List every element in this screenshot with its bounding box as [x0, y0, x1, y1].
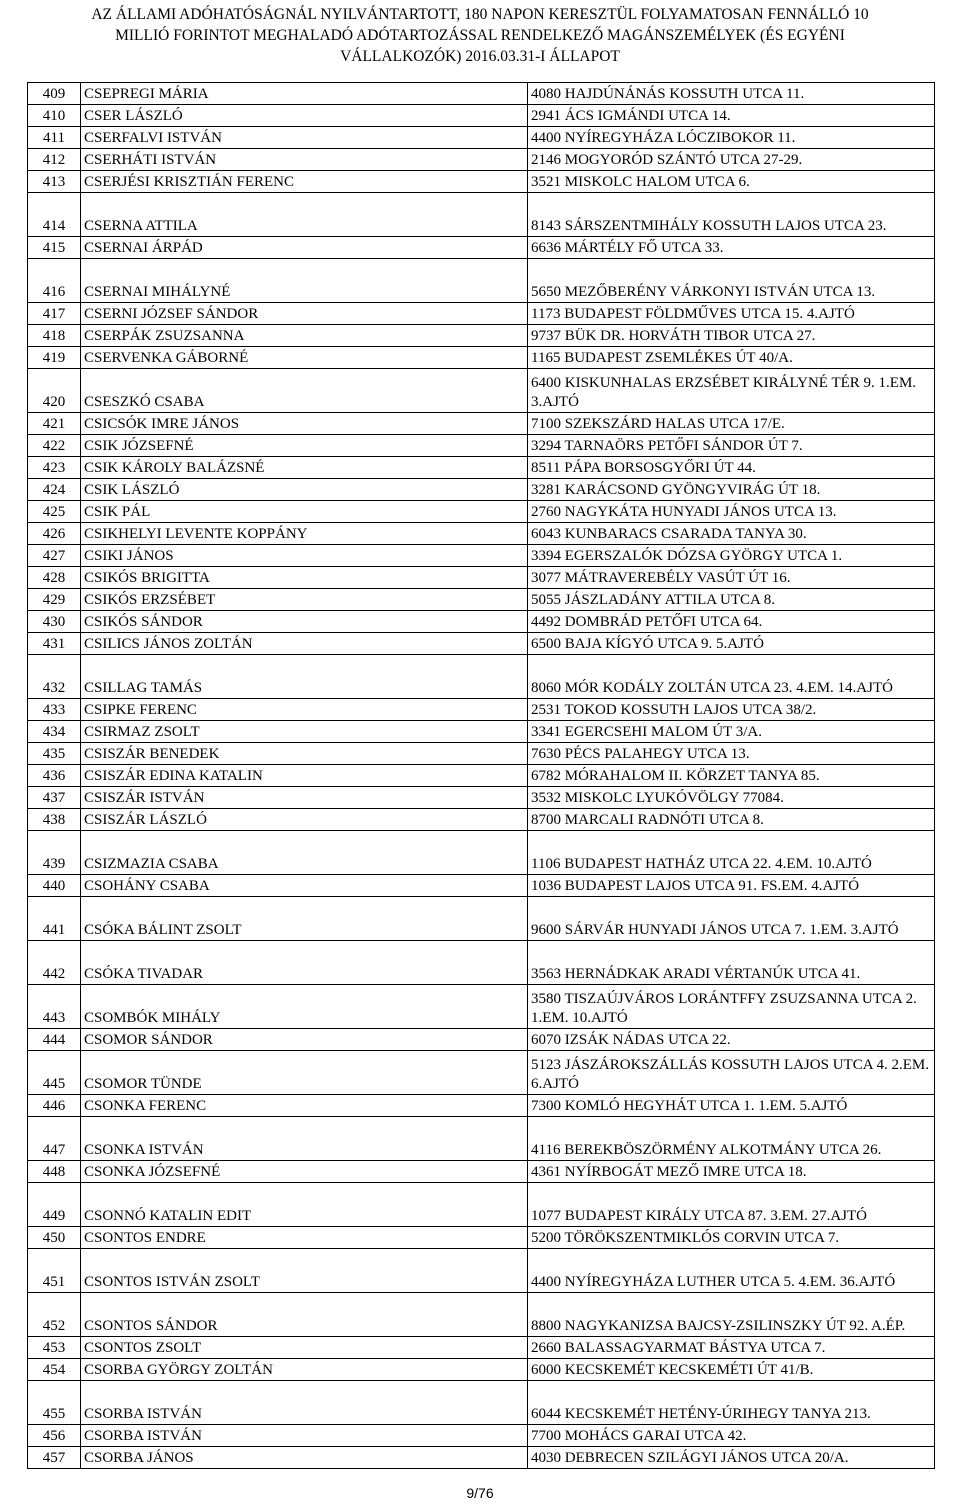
taxpayer-address: 5055 JÁSZLADÁNY ATTILA UTCA 8. — [528, 589, 935, 611]
taxpayer-name: CSONNÓ KATALIN EDIT — [81, 1183, 528, 1227]
taxpayer-name: CSONKA ISTVÁN — [81, 1117, 528, 1161]
table-row — [28, 171, 935, 193]
table-row — [28, 941, 935, 985]
row-number: 409 — [28, 83, 81, 105]
taxpayer-name: CSERPÁK ZSUZSANNA — [81, 325, 528, 347]
row-number: 415 — [28, 237, 81, 259]
row-number: 420 — [28, 369, 81, 413]
table-row — [28, 457, 935, 479]
taxpayer-name: CSISZÁR BENEDEK — [81, 743, 528, 765]
taxpayer-address: 9600 SÁRVÁR HUNYADI JÁNOS UTCA 7. 1.EM. 3.AJTÓ — [528, 897, 935, 941]
row-number: 446 — [28, 1095, 81, 1117]
taxpayer-name: CSIKÓS BRIGITTA — [81, 567, 528, 589]
table-row — [28, 721, 935, 743]
taxpayer-address: 8800 NAGYKANIZSA BAJCSY-ZSILINSZKY ÚT 92. A.ÉP. — [528, 1293, 935, 1337]
row-number: 428 — [28, 567, 81, 589]
taxpayer-address: 4361 NYÍRBOGÁT MEZŐ IMRE UTCA 18. — [528, 1161, 935, 1183]
taxpayer-address: 1077 BUDAPEST KIRÁLY UTCA 87. 3.EM. 27.AJTÓ — [528, 1183, 935, 1227]
taxpayer-name: CSIRMAZ ZSOLT — [81, 721, 528, 743]
taxpayer-address: 2660 BALASSAGYARMAT BÁSTYA UTCA 7. — [528, 1337, 935, 1359]
table-row — [28, 545, 935, 567]
table-row — [28, 1117, 935, 1161]
taxpayer-name: CSORBA GYÖRGY ZOLTÁN — [81, 1359, 528, 1381]
taxpayer-address: 4400 NYÍREGYHÁZA LÓCZIBOKOR 11. — [528, 127, 935, 149]
taxpayer-name: CSIK KÁROLY BALÁZSNÉ — [81, 457, 528, 479]
table-row — [28, 369, 935, 413]
row-number: 437 — [28, 787, 81, 809]
row-number: 436 — [28, 765, 81, 787]
taxpayer-name: CSERNA ATTILA — [81, 193, 528, 237]
taxpayer-name: CSIKHELYI LEVENTE KOPPÁNY — [81, 523, 528, 545]
taxpayer-name: CSILLAG TAMÁS — [81, 655, 528, 699]
taxpayer-address: 6044 KECSKEMÉT HETÉNY-ÚRIHEGY TANYA 213. — [528, 1381, 935, 1425]
row-number: 427 — [28, 545, 81, 567]
table-row — [28, 435, 935, 457]
row-number: 443 — [28, 985, 81, 1029]
taxpayer-name: CSÓKA TIVADAR — [81, 941, 528, 985]
row-number: 424 — [28, 479, 81, 501]
taxpayer-address: 6636 MÁRTÉLY FŐ UTCA 33. — [528, 237, 935, 259]
table-row — [28, 567, 935, 589]
row-number: 457 — [28, 1447, 81, 1469]
taxpayer-name: CSIKI JÁNOS — [81, 545, 528, 567]
row-number: 435 — [28, 743, 81, 765]
table-row — [28, 1249, 935, 1293]
taxpayer-name: CSISZÁR EDINA KATALIN — [81, 765, 528, 787]
taxpayer-name: CSIPKE FERENC — [81, 699, 528, 721]
row-number: 445 — [28, 1051, 81, 1095]
taxpayer-address: 6043 KUNBARACS CSARADA TANYA 30. — [528, 523, 935, 545]
taxpayer-name: CSICSÓK IMRE JÁNOS — [81, 413, 528, 435]
table-row — [28, 1227, 935, 1249]
table-row — [28, 765, 935, 787]
taxpayer-name: CSESZKÓ CSABA — [81, 369, 528, 413]
taxpayer-name: CSONKA FERENC — [81, 1095, 528, 1117]
table-row — [28, 303, 935, 325]
taxpayer-name: CSILICS JÁNOS ZOLTÁN — [81, 633, 528, 655]
taxpayer-name: CSIKÓS ERZSÉBET — [81, 589, 528, 611]
row-number: 413 — [28, 171, 81, 193]
row-number: 453 — [28, 1337, 81, 1359]
table-row — [28, 1293, 935, 1337]
table-row — [28, 1029, 935, 1051]
taxpayer-name: CSERNAI MIHÁLYNÉ — [81, 259, 528, 303]
row-number: 447 — [28, 1117, 81, 1161]
row-number: 441 — [28, 897, 81, 941]
table-row — [28, 1337, 935, 1359]
taxpayer-name: CSERNAI ÁRPÁD — [81, 237, 528, 259]
taxpayer-table — [27, 82, 935, 1469]
row-number: 430 — [28, 611, 81, 633]
header-line-1: AZ ÁLLAMI ADÓHATÓSÁGNÁL NYILVÁNTARTOTT, 180 NAPON KERESZTÜL FOLYAMATOSAN FENNÁLLÓ 10 — [91, 6, 869, 23]
taxpayer-address: 5200 TÖRÖKSZENTMIKLÓS CORVIN UTCA 7. — [528, 1227, 935, 1249]
taxpayer-address: 9737 BÜK DR. HORVÁTH TIBOR UTCA 27. — [528, 325, 935, 347]
taxpayer-address: 6782 MÓRAHALOM II. KÖRZET TANYA 85. — [528, 765, 935, 787]
row-number: 423 — [28, 457, 81, 479]
taxpayer-address: 1106 BUDAPEST HATHÁZ UTCA 22. 4.EM. 10.AJTÓ — [528, 831, 935, 875]
taxpayer-address: 3563 HERNÁDKAK ARADI VÉRTANÚK UTCA 41. — [528, 941, 935, 985]
table-row — [28, 875, 935, 897]
table-row — [28, 1051, 935, 1095]
taxpayer-address: 3077 MÁTRAVEREBÉLY VASÚT ÚT 16. — [528, 567, 935, 589]
row-number: 432 — [28, 655, 81, 699]
taxpayer-address: 2941 ÁCS IGMÁNDI UTCA 14. — [528, 105, 935, 127]
taxpayer-address: 8511 PÁPA BORSOSGYŐRI ÚT 44. — [528, 457, 935, 479]
taxpayer-name: CSIZMAZIA CSABA — [81, 831, 528, 875]
row-number: 454 — [28, 1359, 81, 1381]
row-number: 444 — [28, 1029, 81, 1051]
taxpayer-address: 7300 KOMLÓ HEGYHÁT UTCA 1. 1.EM. 5.AJTÓ — [528, 1095, 935, 1117]
taxpayer-address: 3521 MISKOLC HALOM UTCA 6. — [528, 171, 935, 193]
row-number: 452 — [28, 1293, 81, 1337]
taxpayer-address: 3532 MISKOLC LYUKÓVÖLGY 77084. — [528, 787, 935, 809]
taxpayer-address: 6500 BAJA KÍGYÓ UTCA 9. 5.AJTÓ — [528, 633, 935, 655]
table-row — [28, 1425, 935, 1447]
taxpayer-name: CSONTOS ISTVÁN ZSOLT — [81, 1249, 528, 1293]
taxpayer-address: 3341 EGERCSEHI MALOM ÚT 3/A. — [528, 721, 935, 743]
row-number: 448 — [28, 1161, 81, 1183]
taxpayer-name: CSERJÉSI KRISZTIÁN FERENC — [81, 171, 528, 193]
header-line-2: MILLIÓ FORINTOT MEGHALADÓ ADÓTARTOZÁSSAL RENDELKEZŐ MAGÁNSZEMÉLYEK (ÉS EGYÉNI — [115, 27, 845, 44]
page-number: 9/76 — [466, 1485, 494, 1501]
taxpayer-name: CSISZÁR ISTVÁN — [81, 787, 528, 809]
taxpayer-name: CSERFALVI ISTVÁN — [81, 127, 528, 149]
table-row — [28, 831, 935, 875]
taxpayer-address: 7100 SZEKSZÁRD HALAS UTCA 17/E. — [528, 413, 935, 435]
table-row — [28, 83, 935, 105]
row-number: 450 — [28, 1227, 81, 1249]
table-row — [28, 325, 935, 347]
taxpayer-address: 3294 TARNAÖRS PETŐFI SÁNDOR ÚT 7. — [528, 435, 935, 457]
taxpayer-name: CSIKÓS SÁNDOR — [81, 611, 528, 633]
taxpayer-address: 3394 EGERSZALÓK DÓZSA GYÖRGY UTCA 1. — [528, 545, 935, 567]
table-row — [28, 743, 935, 765]
taxpayer-address: 5123 JÁSZÁROKSZÁLLÁS KOSSUTH LAJOS UTCA 4. 2.EM. 6.AJTÓ — [528, 1051, 935, 1095]
row-number: 414 — [28, 193, 81, 237]
taxpayer-address: 4030 DEBRECEN SZILÁGYI JÁNOS UTCA 20/A. — [528, 1447, 935, 1469]
table-row — [28, 1183, 935, 1227]
table-row — [28, 149, 935, 171]
row-number: 426 — [28, 523, 81, 545]
taxpayer-address: 4116 BEREKBÖSZÖRMÉNY ALKOTMÁNY UTCA 26. — [528, 1117, 935, 1161]
row-number: 412 — [28, 149, 81, 171]
taxpayer-name: CSERNI JÓZSEF SÁNDOR — [81, 303, 528, 325]
taxpayer-address: 6400 KISKUNHALAS ERZSÉBET KIRÁLYNÉ TÉR 9. 1.EM. 3.AJTÓ — [528, 369, 935, 413]
table-row — [28, 413, 935, 435]
taxpayer-name: CSÓKA BÁLINT ZSOLT — [81, 897, 528, 941]
row-number: 456 — [28, 1425, 81, 1447]
taxpayer-name: CSOMBÓK MIHÁLY — [81, 985, 528, 1029]
row-number: 431 — [28, 633, 81, 655]
row-number: 434 — [28, 721, 81, 743]
taxpayer-address: 2531 TOKOD KOSSUTH LAJOS UTCA 38/2. — [528, 699, 935, 721]
taxpayer-address: 1165 BUDAPEST ZSEMLÉKES ÚT 40/A. — [528, 347, 935, 369]
taxpayer-name: CSORBA JÁNOS — [81, 1447, 528, 1469]
taxpayer-table-body — [28, 83, 935, 1469]
row-number: 425 — [28, 501, 81, 523]
row-number: 419 — [28, 347, 81, 369]
taxpayer-name: CSIK LÁSZLÓ — [81, 479, 528, 501]
taxpayer-address: 8143 SÁRSZENTMIHÁLY KOSSUTH LAJOS UTCA 23. — [528, 193, 935, 237]
taxpayer-name: CSORBA ISTVÁN — [81, 1381, 528, 1425]
table-row — [28, 985, 935, 1029]
taxpayer-name: CSONTOS ZSOLT — [81, 1337, 528, 1359]
table-row — [28, 787, 935, 809]
taxpayer-address: 3580 TISZAÚJVÁROS LORÁNTFFY ZSUZSANNA UTCA 2. 1.EM. 10.AJTÓ — [528, 985, 935, 1029]
row-number: 455 — [28, 1381, 81, 1425]
table-row — [28, 347, 935, 369]
row-number: 417 — [28, 303, 81, 325]
table-row — [28, 897, 935, 941]
table-row — [28, 193, 935, 237]
taxpayer-address: 7700 MOHÁCS GARAI UTCA 42. — [528, 1425, 935, 1447]
table-row — [28, 611, 935, 633]
table-row — [28, 105, 935, 127]
taxpayer-address: 4400 NYÍREGYHÁZA LUTHER UTCA 5. 4.EM. 36.AJTÓ — [528, 1249, 935, 1293]
row-number: 422 — [28, 435, 81, 457]
taxpayer-address: 2760 NAGYKÁTA HUNYADI JÁNOS UTCA 13. — [528, 501, 935, 523]
row-number: 451 — [28, 1249, 81, 1293]
taxpayer-name: CSONTOS SÁNDOR — [81, 1293, 528, 1337]
table-row — [28, 589, 935, 611]
table-row — [28, 809, 935, 831]
taxpayer-address: 7630 PÉCS PALAHEGY UTCA 13. — [528, 743, 935, 765]
table-row — [28, 479, 935, 501]
header-line-3: VÁLLALKOZÓK) 2016.03.31-I ÁLLAPOT — [340, 48, 620, 65]
taxpayer-name: CSONTOS ENDRE — [81, 1227, 528, 1249]
taxpayer-name: CSORBA ISTVÁN — [81, 1425, 528, 1447]
taxpayer-address: 8060 MÓR KODÁLY ZOLTÁN UTCA 23. 4.EM. 14.AJTÓ — [528, 655, 935, 699]
row-number: 416 — [28, 259, 81, 303]
taxpayer-address: 5650 MEZŐBERÉNY VÁRKONYI ISTVÁN UTCA 13. — [528, 259, 935, 303]
row-number: 421 — [28, 413, 81, 435]
table-row — [28, 501, 935, 523]
row-number: 429 — [28, 589, 81, 611]
table-row — [28, 127, 935, 149]
row-number: 418 — [28, 325, 81, 347]
taxpayer-address: 2146 MOGYORÓD SZÁNTÓ UTCA 27-29. — [528, 149, 935, 171]
taxpayer-address: 4080 HAJDÚNÁNÁS KOSSUTH UTCA 11. — [528, 83, 935, 105]
taxpayer-name: CSERVENKA GÁBORNÉ — [81, 347, 528, 369]
taxpayer-name: CSOHÁNY CSABA — [81, 875, 528, 897]
table-row — [28, 1095, 935, 1117]
document-header — [0, 4, 960, 67]
table-row — [28, 1359, 935, 1381]
table-row — [28, 237, 935, 259]
row-number: 442 — [28, 941, 81, 985]
row-number: 438 — [28, 809, 81, 831]
table-row — [28, 633, 935, 655]
taxpayer-name: CSER LÁSZLÓ — [81, 105, 528, 127]
row-number: 410 — [28, 105, 81, 127]
taxpayer-name: CSERHÁTI ISTVÁN — [81, 149, 528, 171]
row-number: 433 — [28, 699, 81, 721]
table-row — [28, 1161, 935, 1183]
table-row — [28, 699, 935, 721]
taxpayer-name: CSIK PÁL — [81, 501, 528, 523]
taxpayer-address: 1173 BUDAPEST FÖLDMŰVES UTCA 15. 4.AJTÓ — [528, 303, 935, 325]
taxpayer-address: 4492 DOMBRÁD PETŐFI UTCA 64. — [528, 611, 935, 633]
taxpayer-address: 1036 BUDAPEST LAJOS UTCA 91. FS.EM. 4.AJTÓ — [528, 875, 935, 897]
taxpayer-name: CSEPREGI MÁRIA — [81, 83, 528, 105]
row-number: 439 — [28, 831, 81, 875]
table-row — [28, 523, 935, 545]
taxpayer-address: 8700 MARCALI RADNÓTI UTCA 8. — [528, 809, 935, 831]
taxpayer-address: 6000 KECSKEMÉT KECSKEMÉTI ÚT 41/B. — [528, 1359, 935, 1381]
taxpayer-address: 6070 IZSÁK NÁDAS UTCA 22. — [528, 1029, 935, 1051]
table-row — [28, 1381, 935, 1425]
taxpayer-address: 3281 KARÁCSOND GYÖNGYVIRÁG ÚT 18. — [528, 479, 935, 501]
taxpayer-name: CSOMOR SÁNDOR — [81, 1029, 528, 1051]
table-row — [28, 1447, 935, 1469]
table-row — [28, 259, 935, 303]
row-number: 411 — [28, 127, 81, 149]
taxpayer-name: CSONKA JÓZSEFNÉ — [81, 1161, 528, 1183]
taxpayer-name: CSISZÁR LÁSZLÓ — [81, 809, 528, 831]
row-number: 449 — [28, 1183, 81, 1227]
row-number: 440 — [28, 875, 81, 897]
table-row — [28, 655, 935, 699]
taxpayer-name: CSOMOR TÜNDE — [81, 1051, 528, 1095]
taxpayer-name: CSIK JÓZSEFNÉ — [81, 435, 528, 457]
